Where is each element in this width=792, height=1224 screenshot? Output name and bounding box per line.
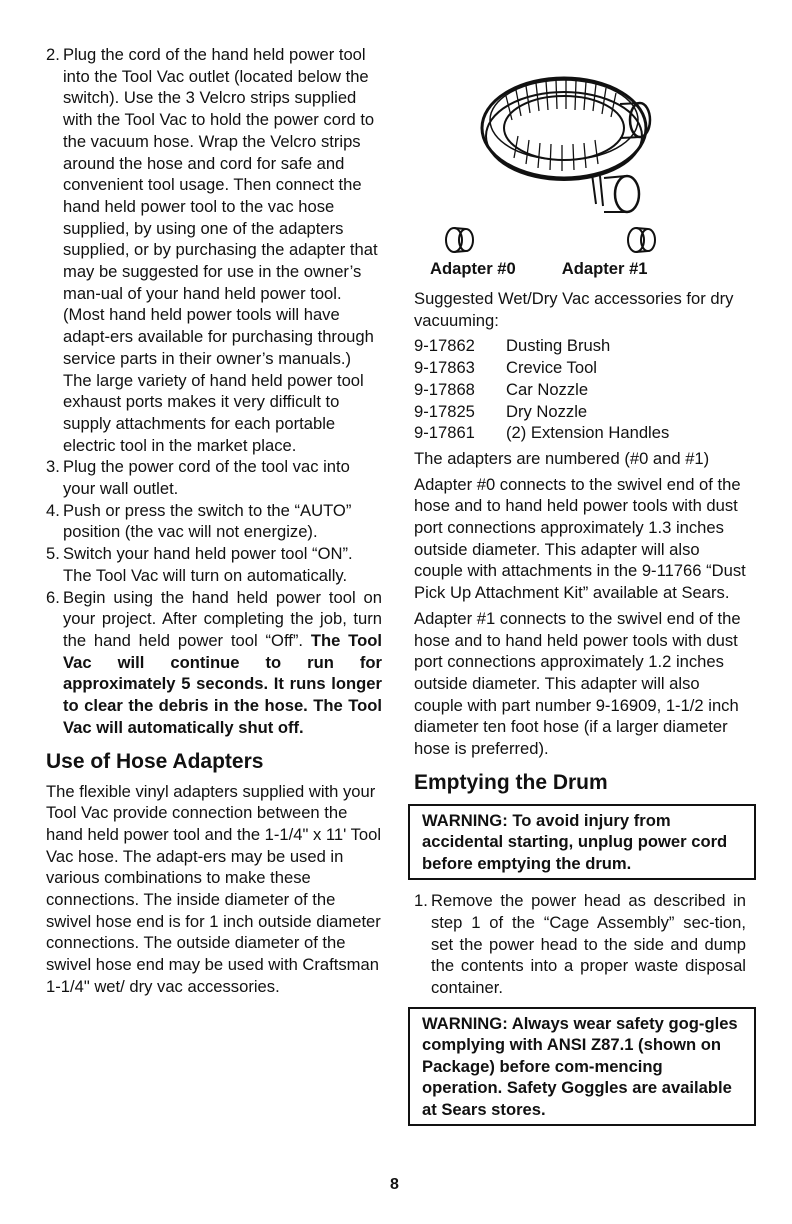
- step-2: [46, 44, 382, 456]
- adapter-labels: [414, 258, 746, 282]
- suggested-accessories-intro: Suggested Wet/Dry Vac accessories for dry vacuuming:: [414, 289, 734, 330]
- step-number: 4.: [46, 500, 60, 520]
- step-number: 2.: [46, 45, 60, 64]
- warning-unplug-box: WARNING: To avoid injury from accidental starting, unplug power cord before emptying the drum.: [408, 804, 756, 881]
- step-text: Plug the power cord of the tool vac into your wall outlet.: [63, 457, 350, 499]
- step-3: [46, 456, 382, 499]
- right-column: [414, 44, 746, 1126]
- part-name: (2) Extension Handles: [506, 423, 670, 443]
- step-text: Push or press the switch to the “AUTO” position (the vac will not energize).: [63, 500, 352, 542]
- hose-adapters-heading: Use of Hose Adapters: [46, 749, 264, 773]
- step-number: 6.: [46, 587, 60, 607]
- part-name: Car Nozzle: [506, 379, 589, 399]
- step-number: 3.: [46, 457, 60, 477]
- step-text: Switch your hand held power tool “ON”. The Tool Vac will turn on automatically.: [63, 544, 353, 585]
- part-name: Dusting Brush: [506, 336, 611, 356]
- step-4: [46, 500, 382, 543]
- adapter-1-description: Adapter #1 connects to the swivel end of the hose and to hand held power tools with dust port connections approximately 1.2 inches outside diameter. This adapter will also couple with part number 9-16909, 1-1/2 inch diameter ten foot hose (if a larger diameter hose is preferred).: [414, 608, 741, 759]
- step-text: Remove the power head as described in step 1 of the “Cage Assembly” sec-tion, set the power head to the side and dump the contents into a proper waste disposal container.: [431, 891, 746, 998]
- hose-adapters-illustration: [414, 48, 746, 258]
- part-name: Dry Nozzle: [506, 401, 588, 421]
- part-name: Crevice Tool: [506, 358, 597, 378]
- emptying-step-1: [414, 890, 746, 999]
- step-number: 5.: [46, 544, 60, 564]
- list-item: [414, 357, 746, 379]
- part-number: 9-17863: [414, 358, 475, 378]
- step-6: [46, 587, 382, 739]
- list-item: [414, 335, 746, 357]
- list-item: [414, 422, 746, 444]
- part-number: 9-17861: [414, 423, 475, 443]
- part-number: 9-17825: [414, 401, 475, 421]
- adapters-numbered-note: The adapters are numbered (#0 and #1): [414, 448, 710, 468]
- list-item: [414, 401, 746, 423]
- hose-illustration: [414, 48, 734, 258]
- step-number: 1.: [414, 891, 428, 911]
- step-bold-note: The Tool Vac will continue to run for approximately 5 seconds. It runs longer to clear the debris in the hose. The Tool Vac will automatically shut off.: [63, 630, 382, 737]
- step-text: Plug the cord of the hand held power tool into the Tool Vac outlet (located below the switch). Use the 3 Velcro strips supplied with the Tool Vac to hold the power cord to the vacuum hose. Wrap the Velcro strips around the hose and cord for safe and convenient tool usage. Then connect the hand held power tool to the vac hose supplied, by using one of the adapters supplied, or by purchasing the adapter that may be suggested for use in the owner’s man-ual of your hand held power tool. (Most hand held power tools will have adapt-ers available for purchasing through service parts in their owner’s manuals.) The large variety of hand held power tool exhaust ports makes it very difficult to supply attachments for each portable electric tool in the market place.: [63, 45, 378, 455]
- warning-goggles-box: WARNING: Always wear safety gog-gles complying with ANSI Z87.1 (shown on Package) before com-mencing operation. Safety Goggles are available at Sears stores.: [408, 1007, 756, 1127]
- list-item: [414, 379, 746, 401]
- parts-list: [414, 335, 746, 444]
- part-number: 9-17862: [414, 336, 475, 356]
- hose-adapters-text: The flexible vinyl adapters supplied with your Tool Vac provide connection between the hand held power tool and the 1-1/4" x 11' Tool Vac hose. The adapt-ers may be used in various combinations to make these connections. The inside diameter of the swivel hose end is for 1 inch outside diameter connections. The outside diameter of the swivel hose end may be used with Craftsman 1-1/4" wet/ dry vac accessories.: [46, 781, 382, 996]
- adapter-1-label: Adapter #1: [561, 259, 648, 278]
- part-number: 9-17868: [414, 379, 475, 399]
- page-number: 8: [390, 1176, 399, 1193]
- step-text: Begin using the hand held power tool on your project. After completing the job, turn the hand held power tool “Off”.: [63, 587, 382, 650]
- emptying-drum-heading: Emptying the Drum: [414, 770, 608, 794]
- adapter-0-label: Adapter #0: [430, 259, 516, 278]
- left-column: [46, 44, 382, 998]
- step-body: [63, 587, 382, 739]
- adapter-0-description: Adapter #0 connects to the swivel end of the hose and to hand held power tools with dust port connections approximately 1.3 inches outside diameter. This adapter will also couple with attachments in the 9-11766 “Dust Pick Up Attachment Kit” available at Sears.: [414, 474, 746, 603]
- step-5: [46, 543, 382, 586]
